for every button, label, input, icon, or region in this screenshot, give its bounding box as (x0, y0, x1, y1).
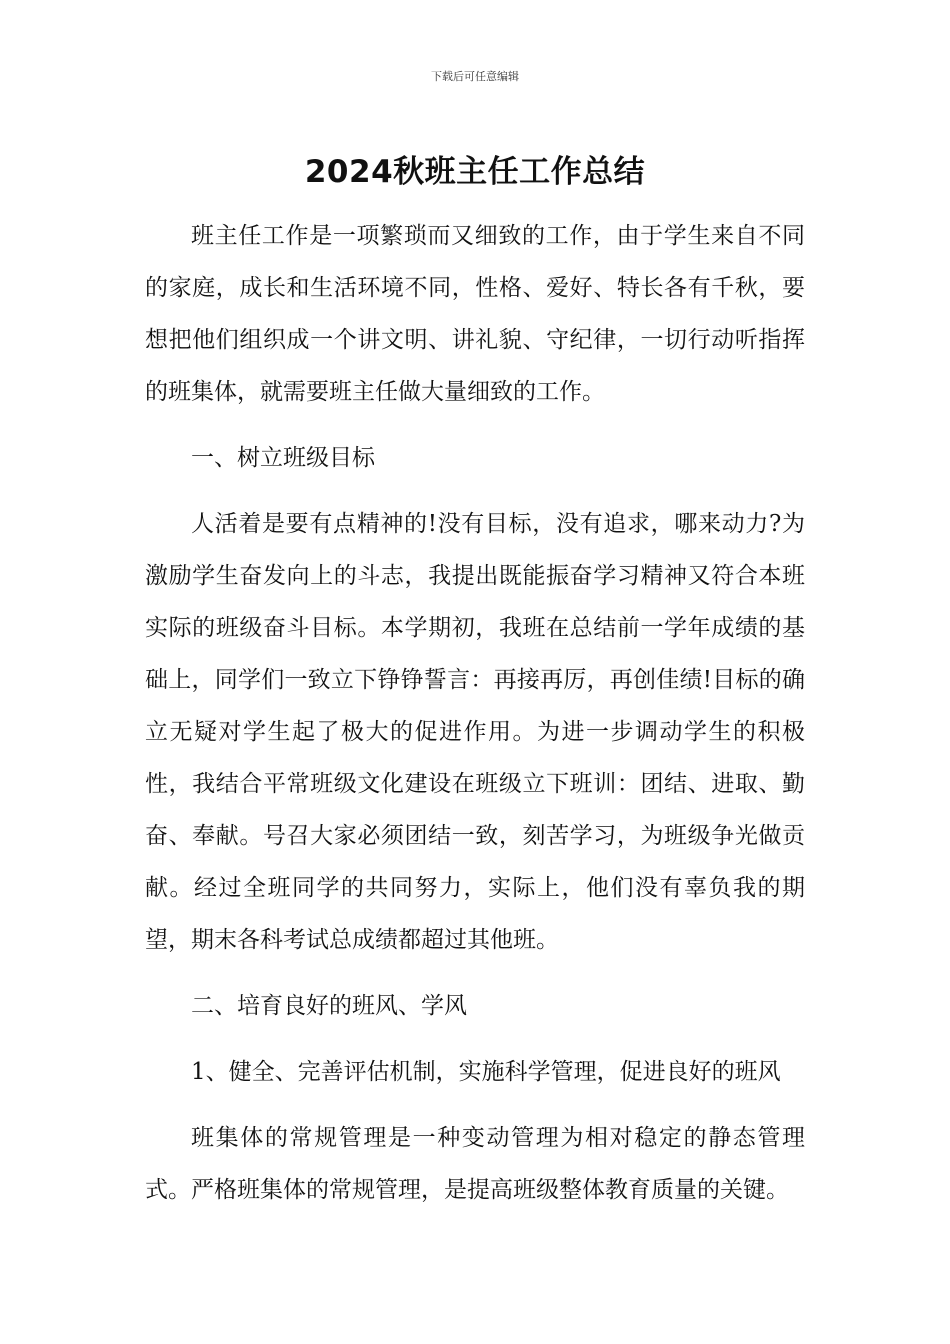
intro-paragraph: 班主任工作是一项繁琐而又细致的工作，由于学生来自不同的家庭，成长和生活环境不同，性格、爱好、特长各有千秋，要想把他们组织成一个讲文明、讲礼貌、守纪律，一切行动听指挥的班集体，就需要班主任做大量细致的工作。 (145, 223, 805, 405)
document-body (145, 210, 805, 1230)
section-2-subheading: 1、健全、完善评估机制，实施科学管理，促进良好的班风 (191, 1059, 781, 1085)
header-note: 下载后可任意编辑 (431, 70, 519, 83)
document-title: 2024秋班主任工作总结 (304, 154, 646, 190)
section-2-heading: 二、培育良好的班风、学风 (191, 993, 467, 1019)
section-2-paragraph: 班集体的常规管理是一种变动管理为相对稳定的静态管理式。严格班集体的常规管理，是提高班级整体教育质量的关键。 (145, 1125, 805, 1203)
section-1-heading: 一、树立班级目标 (191, 445, 375, 471)
section-1-paragraph: 人活着是要有点精神的!没有目标，没有追求，哪来动力?为激励学生奋发向上的斗志，我提出既能振奋学习精神又符合本班实际的班级奋斗目标。本学期初，我班在总结前一学年成绩的基础上，同学们一致立下铮铮誓言：再接再厉，再创佳绩!目标的确立无疑对学生起了极大的促进作用。为进一步调动学生的积极性，我结合平常班级文化建设在班级立下班训：团结、进取、勤奋、奉献。号召大家必须团结一致，刻苦学习，为班级争光做贡献。经过全班同学的共同努力，实际上，他们没有辜负我的期望，期末各科考试总成绩都超过其他班。 (145, 511, 805, 953)
